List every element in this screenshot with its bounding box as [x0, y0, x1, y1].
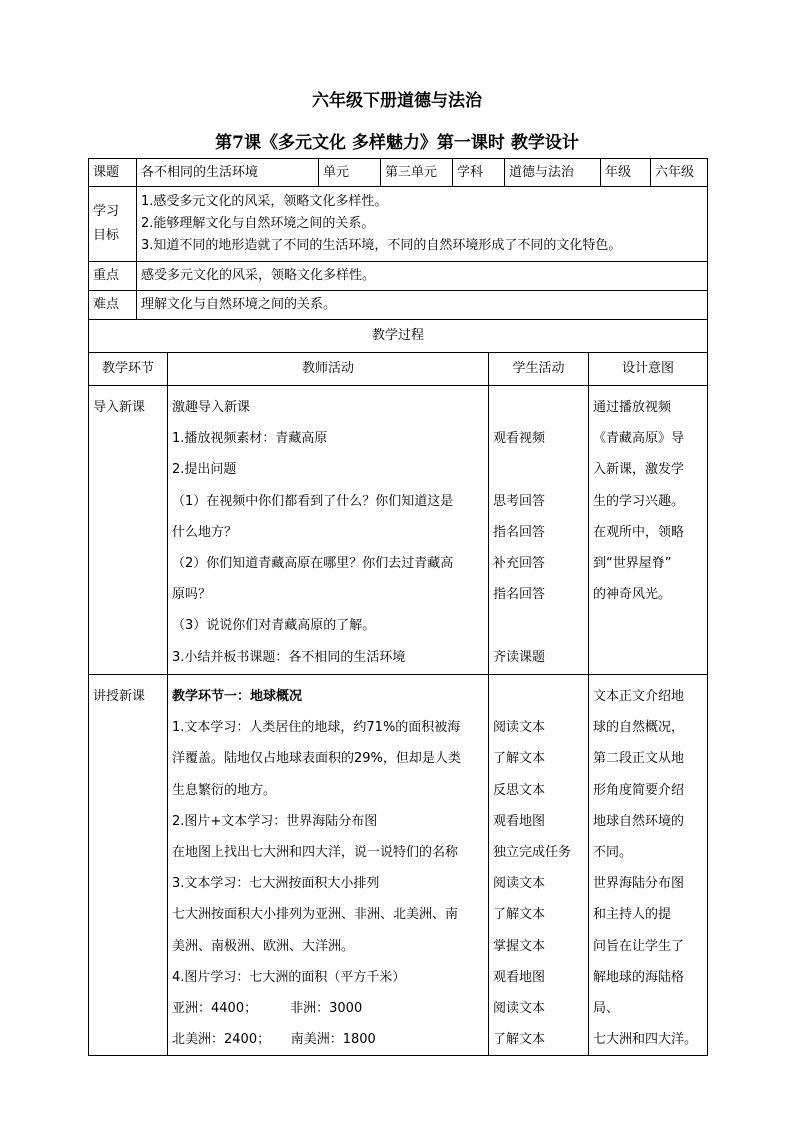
teacher-activity — [168, 386, 489, 675]
grade-value: 六年级 — [651, 159, 708, 187]
student-line — [493, 454, 584, 485]
teacher-line: 2.提出问题 — [172, 462, 237, 478]
stage-row-intro — [89, 386, 708, 675]
intent-line: 形角度简要介绍 — [593, 782, 685, 798]
grade-label: 年级 — [601, 159, 651, 187]
student-line: 齐读课题 — [493, 649, 546, 665]
difficulty-label: 难点 — [89, 291, 137, 320]
key-value: 感受多元文化的风采，领略文化多样性。 — [137, 262, 708, 291]
topic-row — [89, 159, 708, 187]
teacher-line: 七大洲按面积大小排列为亚洲、非洲、北美洲、南 — [172, 907, 459, 923]
student-line: 观看视频 — [493, 431, 546, 447]
teacher-line: 1.文本学习：人类居住的地球，约71%的面积被海 — [172, 720, 461, 736]
intent-line: 世界海陆分布图 — [593, 876, 685, 892]
intent-line: 解地球的海陆格 — [593, 969, 685, 985]
teacher-line: 3.文本学习：七大洲按面积大小排列 — [172, 876, 380, 892]
intent-line: 第二段正文从地 — [593, 751, 685, 767]
teacher-line: （2）你们知道青藏高原在哪里？你们去过青藏高 — [172, 555, 454, 571]
teacher-line: 美洲、南极洲、欧洲、大洋洲。 — [172, 938, 355, 954]
teacher-line: 北美洲：2400； 南美洲：1800 — [172, 1032, 376, 1048]
student-line: 掌握文本 — [493, 938, 546, 954]
goal-item: 3.知道不同的地形造就了不同的生活环境，不同的自然环境形成了不同的文化特色。 — [141, 238, 622, 253]
key-label: 重点 — [89, 262, 137, 291]
teaching-process-table — [88, 319, 708, 1056]
student-line: 阅读文本 — [493, 876, 546, 892]
header-teacher: 教师活动 — [168, 353, 489, 386]
subject-label: 学科 — [453, 159, 505, 187]
difficulty-value: 理解文化与自然环境之间的关系。 — [137, 291, 708, 320]
design-intent — [589, 675, 708, 1056]
student-line: 补充回答 — [493, 555, 546, 571]
student-line: 指名回答 — [493, 587, 546, 603]
student-line: 了解文本 — [493, 751, 546, 767]
document-title: 六年级下册道德与法治 — [312, 91, 482, 111]
unit-label: 单元 — [319, 159, 381, 187]
teacher-line: 亚洲：4400； 非洲：3000 — [172, 1000, 363, 1016]
intent-line: 七大洲和四大洋。 — [593, 1032, 698, 1048]
goals-label-line: 目标 — [93, 228, 120, 243]
teacher-line: 2.图片+文本学习：世界海陆分布图 — [172, 813, 378, 829]
subject-value: 道德与法治 — [505, 159, 601, 187]
teacher-line: 3.小结并板书课题：各不相同的生活环境 — [172, 649, 406, 665]
teacher-line: （3）说说你们对青藏高原的了解。 — [172, 618, 376, 634]
goals-label-line: 学习 — [93, 204, 120, 219]
stage-name-text: 讲授新课 — [93, 689, 146, 704]
student-line — [493, 392, 584, 423]
header-stage: 教学环节 — [89, 353, 168, 386]
intent-line: 入新课，激发学 — [593, 462, 685, 478]
process-header-row — [89, 353, 708, 386]
student-line: 观看地图 — [493, 969, 546, 985]
stage-name-text: 导入新课 — [93, 400, 146, 415]
student-line — [493, 681, 584, 712]
intent-line: 地球自然环境的 — [593, 813, 685, 829]
lesson-info-table — [88, 158, 708, 320]
teacher-line: 原吗？ — [172, 587, 212, 603]
intent-line: 问旨在让学生了 — [593, 938, 685, 954]
teacher-line: 在地图上找出七大洲和四大洋，说一说特们的名称 — [172, 844, 459, 860]
stage-row-new-lesson — [89, 675, 708, 1056]
unit-value: 第三单元 — [381, 159, 453, 187]
student-line: 了解文本 — [493, 1032, 546, 1048]
intent-line: 文本正文介绍地 — [593, 689, 685, 704]
student-activity — [489, 386, 589, 675]
stage-name — [89, 675, 168, 1056]
key-point-row — [89, 262, 708, 291]
student-activity — [489, 675, 589, 1056]
teacher-line: （1）在视频中你们都看到了什么？你们知道这是 — [172, 493, 454, 509]
process-title-row — [89, 320, 708, 353]
intent-line: 和主持人的提 — [593, 907, 672, 923]
intent-line: 《青藏高原》导 — [593, 431, 685, 447]
intent-line: 生的学习兴趣。 — [593, 493, 685, 509]
intent-line: 到“世界屋脊” — [593, 555, 672, 571]
teacher-line: 什么地方？ — [172, 524, 238, 540]
intent-line: 局、 — [593, 1000, 620, 1016]
goals-row — [89, 187, 708, 262]
goals-content — [137, 187, 708, 262]
intent-line: 不同。 — [593, 844, 633, 860]
difficulty-row — [89, 291, 708, 320]
student-line: 阅读文本 — [493, 720, 546, 736]
document-subtitle: 第7课《多元文化 多样魅力》第一课时 教学设计 — [215, 133, 579, 153]
intent-line: 球的自然概况， — [593, 720, 685, 736]
process-title: 教学过程 — [89, 320, 708, 353]
goals-label — [89, 187, 137, 262]
teacher-activity — [168, 675, 489, 1056]
teacher-line: 生息繁衍的地方。 — [172, 782, 277, 798]
intent-line: 通过播放视频 — [593, 400, 672, 415]
student-line: 观看地图 — [493, 813, 546, 829]
student-line: 独立完成任务 — [493, 844, 572, 860]
intent-line: 在观所中，领略 — [593, 524, 685, 540]
student-line — [493, 610, 584, 641]
student-line: 阅读文本 — [493, 1000, 546, 1016]
topic-value: 各不相同的生活环境 — [137, 159, 319, 187]
topic-label: 课题 — [89, 159, 137, 187]
teacher-line: 激趣导入新课 — [172, 400, 251, 415]
teacher-line: 1.播放视频素材：青藏高原 — [172, 431, 328, 447]
student-line: 指名回答 — [493, 524, 546, 540]
student-line: 反思文本 — [493, 782, 546, 798]
teacher-line: 洋覆盖。陆地仅占地球表面积的29%，但却是人类 — [172, 751, 461, 767]
student-line: 思考回答 — [493, 493, 546, 509]
header-student: 学生活动 — [489, 353, 589, 386]
design-intent — [589, 386, 708, 675]
teacher-line: 教学环节一：地球概况 — [172, 689, 303, 704]
student-line: 了解文本 — [493, 907, 546, 923]
goal-item: 2.能够理解文化与自然环境之间的关系。 — [141, 216, 375, 231]
teacher-line: 4.图片学习：七大洲的面积（平方千米） — [172, 969, 406, 985]
stage-name — [89, 386, 168, 675]
goal-item: 1.感受多元文化的风采，领略文化多样性。 — [141, 194, 388, 209]
intent-line: 的神奇风光。 — [593, 587, 672, 603]
header-intent: 设计意图 — [589, 353, 708, 386]
